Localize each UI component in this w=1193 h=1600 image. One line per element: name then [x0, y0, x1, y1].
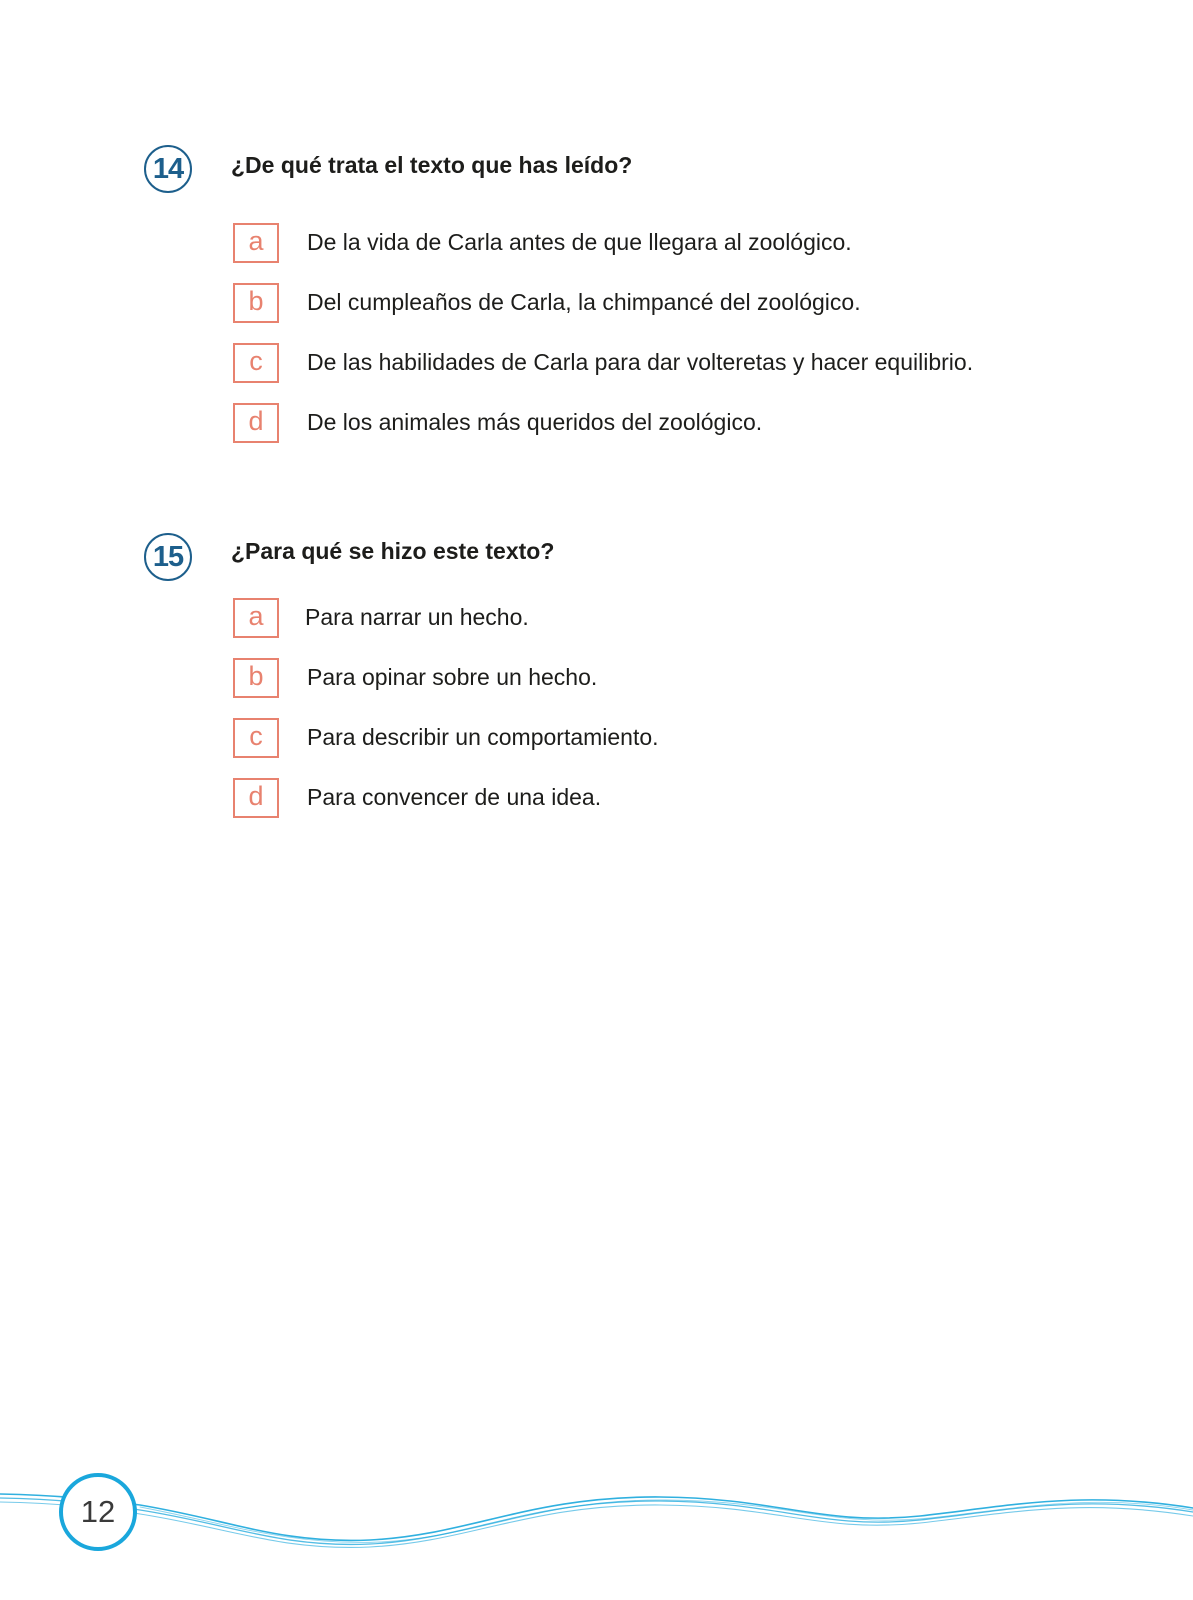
option-c[interactable]	[0, 343, 1193, 385]
page-number: 12	[59, 1473, 137, 1551]
option-letter-box[interactable]: d	[233, 403, 279, 443]
option-text: Para narrar un hecho.	[305, 604, 529, 630]
option-text: De las habilidades de Carla para dar volteretas y hacer equilibrio.	[307, 349, 974, 375]
option-text: De la vida de Carla antes de que llegara al zoológico.	[307, 229, 852, 255]
option-letter-box[interactable]: b	[233, 658, 279, 698]
option-letter-box[interactable]: c	[233, 718, 279, 758]
option-text: Del cumpleaños de Carla, la chimpancé del zoológico.	[307, 289, 861, 315]
option-d[interactable]	[0, 778, 1193, 820]
option-text: Para opinar sobre un hecho.	[307, 664, 598, 690]
question-text: ¿De qué trata el texto que has leído?	[231, 152, 633, 178]
question-number: 14	[144, 145, 192, 193]
option-text: Para describir un comportamiento.	[307, 724, 659, 750]
option-letter-box[interactable]: c	[233, 343, 279, 383]
option-d[interactable]	[0, 403, 1193, 445]
option-a[interactable]	[0, 598, 1193, 640]
question-number: 15	[144, 533, 192, 581]
option-letter-box[interactable]: a	[233, 223, 279, 263]
option-c[interactable]	[0, 718, 1193, 760]
option-letter-box[interactable]: d	[233, 778, 279, 818]
option-a[interactable]	[0, 223, 1193, 265]
option-letter-box[interactable]: a	[233, 598, 279, 638]
option-b[interactable]	[0, 283, 1193, 325]
option-letter-box[interactable]: b	[233, 283, 279, 323]
option-text: De los animales más queridos del zoológico.	[307, 409, 763, 435]
question-text: ¿Para qué se hizo este texto?	[231, 538, 555, 564]
footer-wave	[0, 1460, 1193, 1560]
option-text: Para convencer de una idea.	[307, 784, 602, 810]
option-b[interactable]	[0, 658, 1193, 700]
